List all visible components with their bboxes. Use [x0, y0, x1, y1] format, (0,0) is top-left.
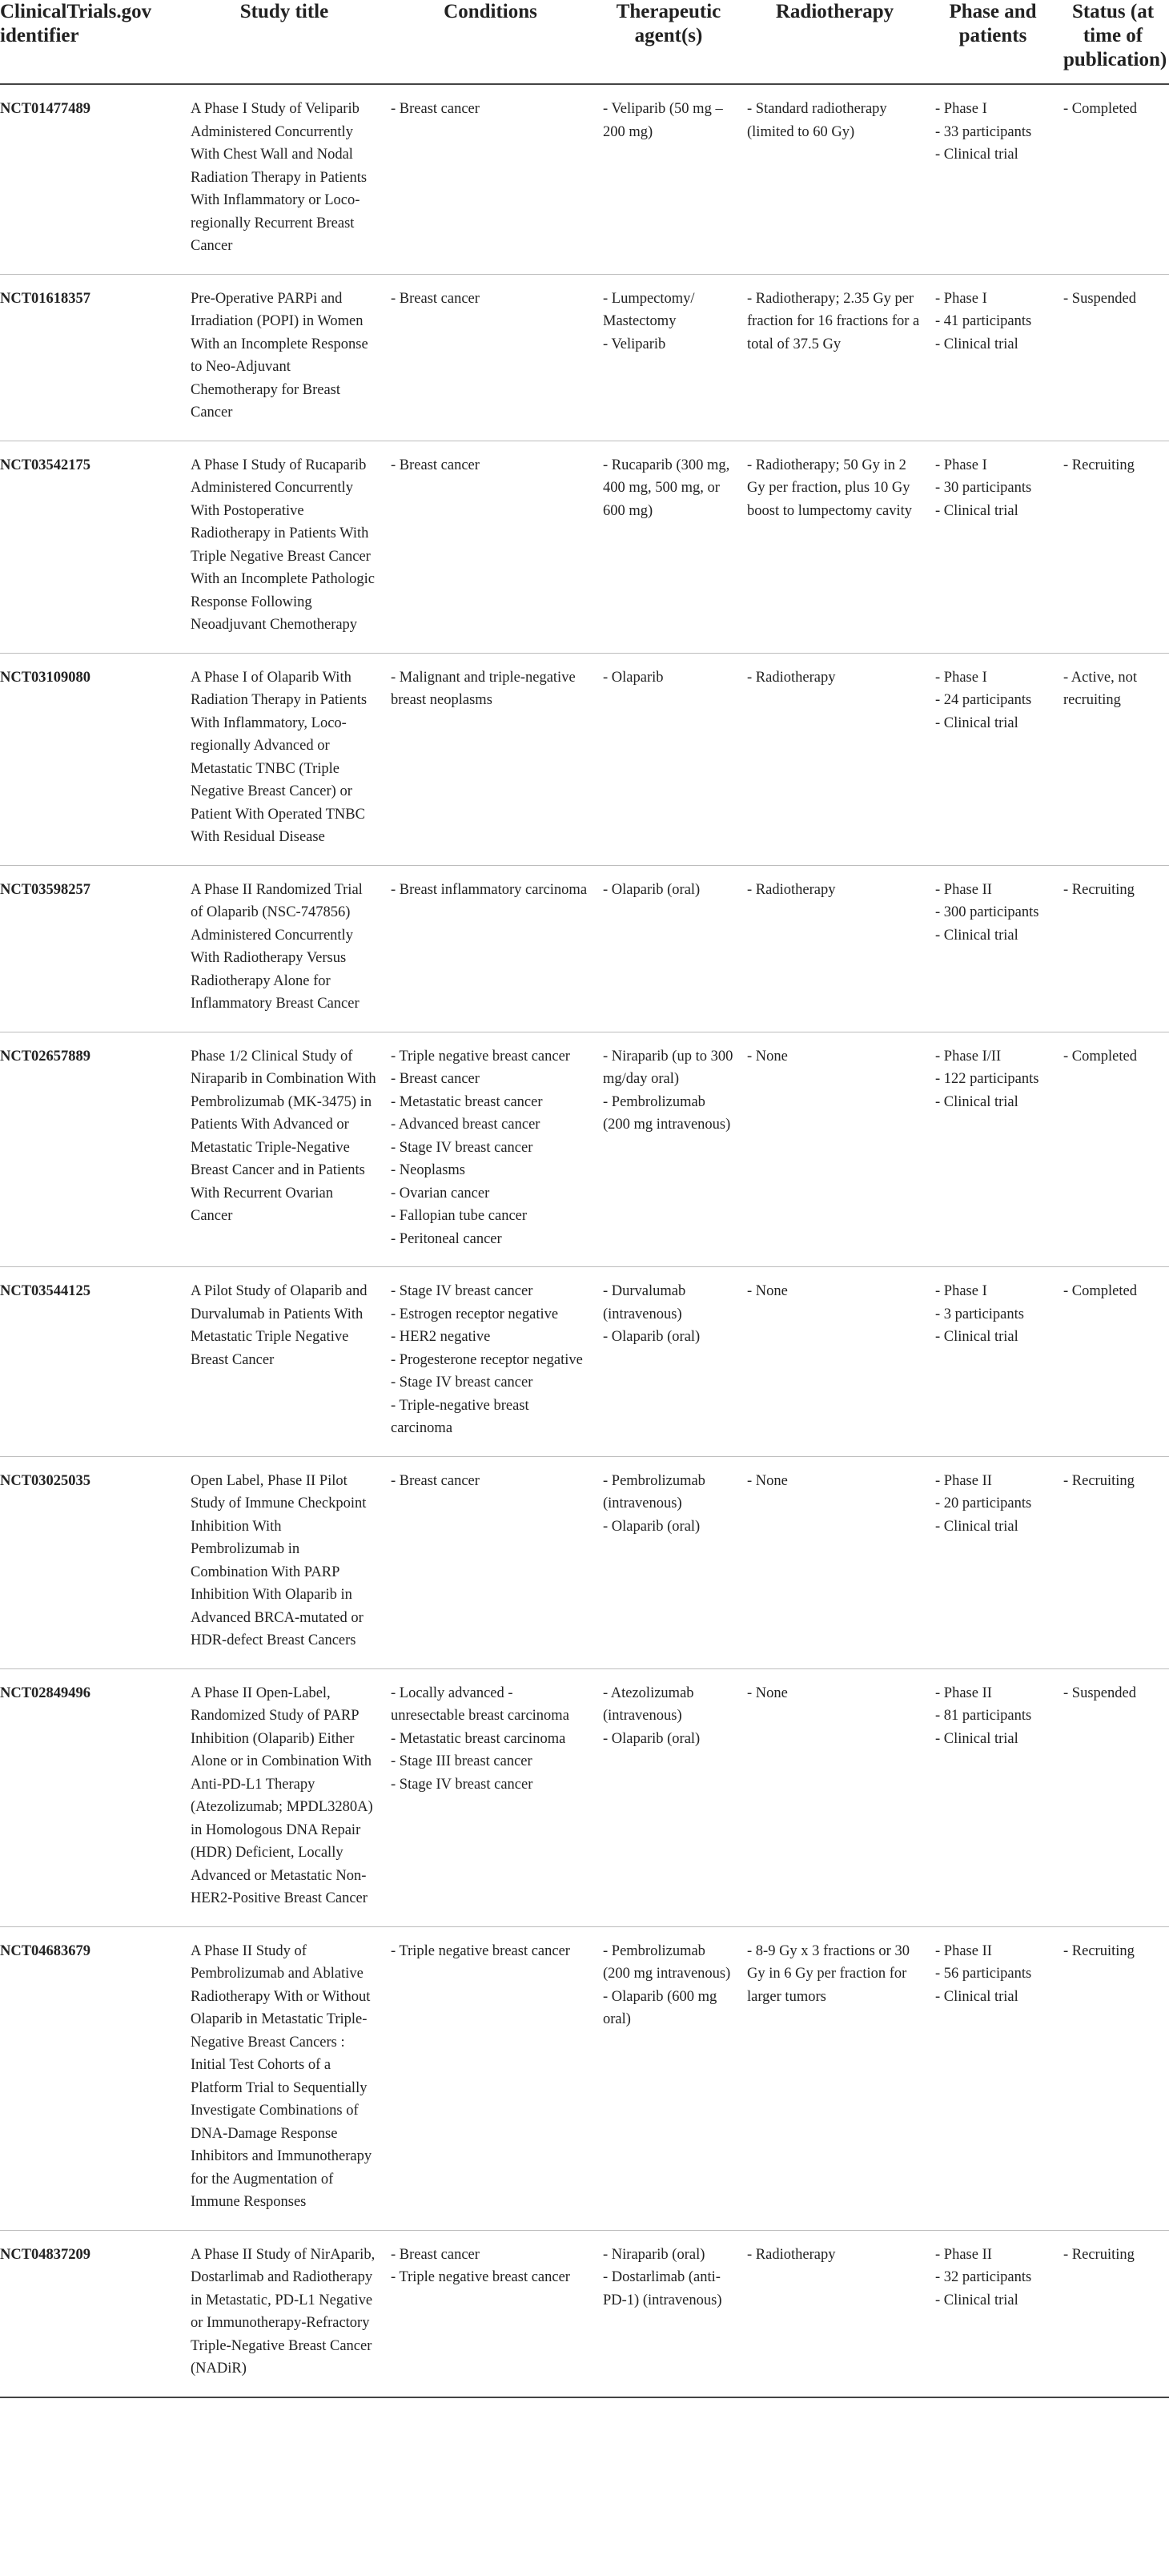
table-row: [0, 865, 1169, 1032]
phase-item: - Phase I/II: [935, 1048, 1002, 1065]
condition-item: - Stage IV breast cancer: [391, 1283, 533, 1299]
radiotherapy-cell: [741, 1032, 929, 1267]
phase-cell: [929, 865, 1057, 1032]
conditions-cell: [384, 1926, 597, 2230]
phase-item: - 81 participants: [935, 1708, 1032, 1724]
agent-item: - Pembrolizumab (200 mg intravenous): [603, 1942, 731, 1982]
phase-item: - Clinical trial: [935, 714, 1018, 731]
header-therapeutic-agents: Therapeutic agent(s): [597, 0, 741, 84]
radiotherapy-cell: [741, 865, 929, 1032]
condition-item: - Progesterone receptor negative: [391, 1351, 583, 1368]
agent-item: - Olaparib: [603, 669, 664, 686]
agent-item: - Olaparib (600 mg oral): [603, 1988, 717, 2027]
radiotherapy-cell: [741, 1267, 929, 1457]
header-conditions: Conditions: [384, 0, 597, 84]
condition-item: - Triple negative breast cancer: [391, 1942, 570, 1959]
condition-item: - Metastatic breast carcinoma: [391, 1730, 566, 1747]
table-row: [0, 84, 1169, 274]
conditions-cell: [384, 1456, 597, 1668]
table-row: [0, 274, 1169, 441]
conditions-cell: [384, 274, 597, 441]
condition-item: - Locally advanced - unresectable breast carcinoma: [391, 1684, 569, 1724]
agent-item: - Dostarlimab (anti-PD-1) (intravenous): [603, 2269, 722, 2308]
condition-item: - HER2 negative: [391, 1329, 491, 1345]
condition-item: - Stage IV breast cancer: [391, 1776, 533, 1793]
agents-cell: [597, 653, 741, 865]
phase-cell: [929, 1926, 1057, 2230]
phase-item: - Clinical trial: [935, 1093, 1018, 1110]
conditions-cell: [384, 1032, 597, 1267]
status-cell: - Recruiting: [1057, 1926, 1169, 2230]
phase-cell: [929, 1032, 1057, 1267]
status-cell: - Recruiting: [1057, 441, 1169, 653]
trial-identifier: NCT04837209: [0, 2230, 184, 2397]
condition-item: - Fallopian tube cancer: [391, 1208, 528, 1224]
table-row: [0, 1267, 1169, 1457]
status-cell: - Suspended: [1057, 1668, 1169, 1926]
table-row: [0, 441, 1169, 653]
table-row: [0, 1032, 1169, 1267]
condition-item: - Breast cancer: [391, 2246, 480, 2263]
phase-cell: [929, 1668, 1057, 1926]
phase-cell: [929, 274, 1057, 441]
condition-item: - Breast cancer: [391, 1472, 480, 1489]
phase-item: - Clinical trial: [935, 1329, 1018, 1345]
study-title: A Phase I Study of Veliparib Administered Concurrently With Chest Wall and Nodal Radiation Therapy in Patients With Inflammatory or Loco-regionally Recurrent Breast Cancer: [184, 84, 384, 274]
study-title: Open Label, Phase II Pilot Study of Immune Checkpoint Inhibition With Pembrolizumab in Combination With PARP Inhibition With Olaparib in Advanced BRCA-mutated or HDR-defect Breast Cancers: [184, 1456, 384, 1668]
phase-item: - 3 participants: [935, 1306, 1024, 1322]
radiotherapy-item: - Standard radiotherapy (limited to 60 Gy): [747, 101, 887, 140]
table-row: [0, 1668, 1169, 1926]
condition-item: - Ovarian cancer: [391, 1185, 490, 1201]
status-cell: - Recruiting: [1057, 1456, 1169, 1668]
condition-item: - Neoplasms: [391, 1162, 465, 1178]
agents-cell: [597, 1926, 741, 2230]
table-row: [0, 1926, 1169, 2230]
agent-item: - Atezolizumab (intravenous): [603, 1684, 694, 1724]
agent-item: - Veliparib (50 mg – 200 mg): [603, 101, 723, 140]
header-phase-patients: Phase and patients: [929, 0, 1057, 84]
status-cell: - Suspended: [1057, 274, 1169, 441]
trial-identifier: NCT03025035: [0, 1456, 184, 1668]
agent-item: - Veliparib: [603, 336, 666, 352]
study-title: A Phase I of Olaparib With Radiation Therapy in Patients With Inflammatory, Loco-regionally Advanced or Metastatic TNBC (Triple Negative Breast Cancer) or Patient With Operated TNBC With Residual Disease: [184, 653, 384, 865]
condition-item: - Peritoneal cancer: [391, 1230, 502, 1247]
agent-item: - Rucaparib (300 mg, 400 mg, 500 mg, or 600 mg): [603, 457, 730, 519]
agents-cell: [597, 1032, 741, 1267]
phase-cell: [929, 84, 1057, 274]
condition-item: - Triple negative breast cancer: [391, 2269, 570, 2285]
phase-item: - Clinical trial: [935, 147, 1018, 163]
condition-item: - Advanced breast cancer: [391, 1117, 540, 1133]
agents-cell: [597, 274, 741, 441]
agent-item: - Lumpectomy/ Mastectomy: [603, 290, 695, 329]
header-study-title: Study title: [184, 0, 384, 84]
status-cell: - Completed: [1057, 84, 1169, 274]
phase-item: - Clinical trial: [935, 502, 1018, 519]
radiotherapy-item: - Radiotherapy; 2.35 Gy per fraction for 16 fractions for a total of 37.5 Gy: [747, 290, 920, 352]
agents-cell: [597, 1267, 741, 1457]
phase-item: - Phase I: [935, 290, 987, 307]
phase-item: - Clinical trial: [935, 336, 1018, 352]
phase-cell: [929, 1456, 1057, 1668]
agents-cell: [597, 441, 741, 653]
radiotherapy-cell: [741, 441, 929, 653]
phase-item: - 56 participants: [935, 1966, 1032, 1982]
agents-cell: [597, 84, 741, 274]
trial-identifier: NCT01618357: [0, 274, 184, 441]
agents-cell: [597, 1456, 741, 1668]
condition-item: - Breast cancer: [391, 1071, 480, 1087]
phase-item: - Phase II: [935, 1684, 992, 1701]
conditions-cell: [384, 1668, 597, 1926]
agent-item: - Niraparib (oral): [603, 2246, 705, 2263]
radiotherapy-item: - None: [747, 1684, 788, 1701]
status-cell: - Completed: [1057, 1032, 1169, 1267]
phase-item: - Clinical trial: [935, 2292, 1018, 2308]
condition-item: - Malignant and triple-negative breast neoplasms: [391, 669, 576, 708]
table-row: [0, 653, 1169, 865]
conditions-cell: [384, 84, 597, 274]
trial-identifier: NCT03109080: [0, 653, 184, 865]
phase-item: - Phase I: [935, 669, 987, 686]
condition-item: - Stage IV breast cancer: [391, 1375, 533, 1391]
phase-cell: [929, 441, 1057, 653]
phase-item: - Phase II: [935, 881, 992, 898]
condition-item: - Breast cancer: [391, 101, 480, 117]
study-title: Pre-Operative PARPi and Irradiation (POPI) in Women With an Incomplete Response to Neo-Adjuvant Chemotherapy for Breast Cancer: [184, 274, 384, 441]
radiotherapy-cell: [741, 2230, 929, 2397]
radiotherapy-item: - None: [747, 1048, 788, 1065]
study-title: A Phase II Randomized Trial of Olaparib (NSC-747856) Administered Concurrently With Radiotherapy Versus Radiotherapy Alone for Inflammatory Breast Cancer: [184, 865, 384, 1032]
agent-item: - Olaparib (oral): [603, 1518, 701, 1535]
phase-item: - Phase II: [935, 2246, 992, 2263]
trial-identifier: NCT03542175: [0, 441, 184, 653]
study-title: A Phase II Study of Pembrolizumab and Ablative Radiotherapy With or Without Olaparib in Metastatic Triple-Negative Breast Cancers : Initial Test Cohorts of a Platform Trial to Sequentially Investigate Combinations of DNA-Damage Response Inhibitors and Immunotherapy for the Augmentation of Immune Responses: [184, 1926, 384, 2230]
header-row: [0, 0, 1169, 84]
agent-item: - Olaparib (oral): [603, 1730, 701, 1747]
trial-identifier: NCT03544125: [0, 1267, 184, 1457]
radiotherapy-item: - Radiotherapy: [747, 2246, 836, 2263]
phase-item: - 33 participants: [935, 123, 1032, 140]
phase-cell: [929, 2230, 1057, 2397]
trial-identifier: NCT02657889: [0, 1032, 184, 1267]
agents-cell: [597, 2230, 741, 2397]
condition-item: - Breast inflammatory carcinoma: [391, 881, 588, 898]
trial-identifier: NCT01477489: [0, 84, 184, 274]
phase-item: - Phase I: [935, 457, 987, 473]
agent-item: - Olaparib (oral): [603, 881, 701, 898]
agents-cell: [597, 1668, 741, 1926]
phase-item: - Clinical trial: [935, 1988, 1018, 2005]
study-title: Phase 1/2 Clinical Study of Niraparib in Combination With Pembrolizumab (MK-3475) in Patients With Advanced or Metastatic Triple-Negative Breast Cancer and in Patients With Recurrent Ovarian Cancer: [184, 1032, 384, 1267]
table-header: [0, 0, 1169, 84]
phase-cell: [929, 1267, 1057, 1457]
phase-item: - Clinical trial: [935, 927, 1018, 944]
condition-item: - Stage IV breast cancer: [391, 1139, 533, 1156]
conditions-cell: [384, 865, 597, 1032]
radiotherapy-item: - 8-9 Gy x 3 fractions or 30 Gy in 6 Gy per fraction for larger tumors: [747, 1942, 910, 2005]
trial-identifier: NCT04683679: [0, 1926, 184, 2230]
phase-item: - 122 participants: [935, 1071, 1039, 1087]
condition-item: - Estrogen receptor negative: [391, 1306, 559, 1322]
phase-item: - 32 participants: [935, 2269, 1032, 2285]
table-body: [0, 84, 1169, 2397]
study-title: A Phase II Study of NirAparib, Dostarlimab and Radiotherapy in Metastatic, PD-L1 Negative or Immunotherapy-Refractory Triple-Negative Breast Cancer (NADiR): [184, 2230, 384, 2397]
phase-item: - Phase II: [935, 1472, 992, 1489]
phase-item: - Clinical trial: [935, 1730, 1018, 1747]
phase-item: - Clinical trial: [935, 1518, 1018, 1535]
conditions-cell: [384, 1267, 597, 1457]
conditions-cell: [384, 441, 597, 653]
condition-item: - Triple negative breast cancer: [391, 1048, 570, 1065]
radiotherapy-item: - Radiotherapy: [747, 669, 836, 686]
study-title: A Phase II Open-Label, Randomized Study of PARP Inhibition (Olaparib) Either Alone or in Combination With Anti-PD-L1 Therapy (Atezolizumab; MPDL3280A) in Homologous DNA Repair (HDR) Deficient, Locally Advanced or Metastatic Non-HER2-Positive Breast Cancer: [184, 1668, 384, 1926]
header-radiotherapy: Radiotherapy: [741, 0, 929, 84]
radiotherapy-cell: [741, 1668, 929, 1926]
study-title: A Phase I Study of Rucaparib Administered Concurrently With Postoperative Radiotherapy in Patients With Triple Negative Breast Cancer With an Incomplete Pathologic Response Following Neoadjuvant Chemotherapy: [184, 441, 384, 653]
agent-item: - Pembrolizumab (200 mg intravenous): [603, 1093, 731, 1133]
condition-item: - Breast cancer: [391, 457, 480, 473]
study-title: A Pilot Study of Olaparib and Durvalumab in Patients With Metastatic Triple Negative Breast Cancer: [184, 1267, 384, 1457]
phase-item: - 24 participants: [935, 692, 1032, 708]
phase-item: - Phase II: [935, 1942, 992, 1959]
condition-item: - Triple-negative breast carcinoma: [391, 1397, 529, 1436]
agent-item: - Pembrolizumab (intravenous): [603, 1472, 705, 1511]
table-row: [0, 2230, 1169, 2397]
status-cell: - Completed: [1057, 1267, 1169, 1457]
header-identifier: ClinicalTrials.gov identifier: [0, 0, 184, 84]
agent-item: - Niraparib (up to 300 mg/day oral): [603, 1048, 733, 1087]
agents-cell: [597, 865, 741, 1032]
radiotherapy-item: - Radiotherapy; 50 Gy in 2 Gy per fraction, plus 10 Gy boost to lumpectomy cavity: [747, 457, 913, 519]
status-cell: - Active, not recruiting: [1057, 653, 1169, 865]
radiotherapy-cell: [741, 653, 929, 865]
radiotherapy-cell: [741, 1926, 929, 2230]
trial-identifier: NCT02849496: [0, 1668, 184, 1926]
conditions-cell: [384, 2230, 597, 2397]
phase-item: - Phase I: [935, 1283, 987, 1299]
phase-item: - 20 participants: [935, 1495, 1032, 1511]
agent-item: - Olaparib (oral): [603, 1329, 701, 1345]
radiotherapy-item: - None: [747, 1283, 788, 1299]
condition-item: - Breast cancer: [391, 290, 480, 307]
table-row: [0, 1456, 1169, 1668]
status-cell: - Recruiting: [1057, 2230, 1169, 2397]
radiotherapy-cell: [741, 84, 929, 274]
status-cell: - Recruiting: [1057, 865, 1169, 1032]
condition-item: - Metastatic breast cancer: [391, 1093, 543, 1110]
phase-item: - 41 participants: [935, 313, 1032, 329]
radiotherapy-cell: [741, 274, 929, 441]
phase-item: - 300 participants: [935, 904, 1039, 920]
phase-item: - 30 participants: [935, 480, 1032, 496]
trial-identifier: NCT03598257: [0, 865, 184, 1032]
header-status: Status (at time of publication): [1057, 0, 1169, 84]
condition-item: - Stage III breast cancer: [391, 1753, 532, 1769]
agent-item: - Durvalumab (intravenous): [603, 1283, 686, 1322]
conditions-cell: [384, 653, 597, 865]
phase-item: - Phase I: [935, 101, 987, 117]
radiotherapy-item: - Radiotherapy: [747, 881, 836, 898]
radiotherapy-cell: [741, 1456, 929, 1668]
phase-cell: [929, 653, 1057, 865]
radiotherapy-item: - None: [747, 1472, 788, 1489]
